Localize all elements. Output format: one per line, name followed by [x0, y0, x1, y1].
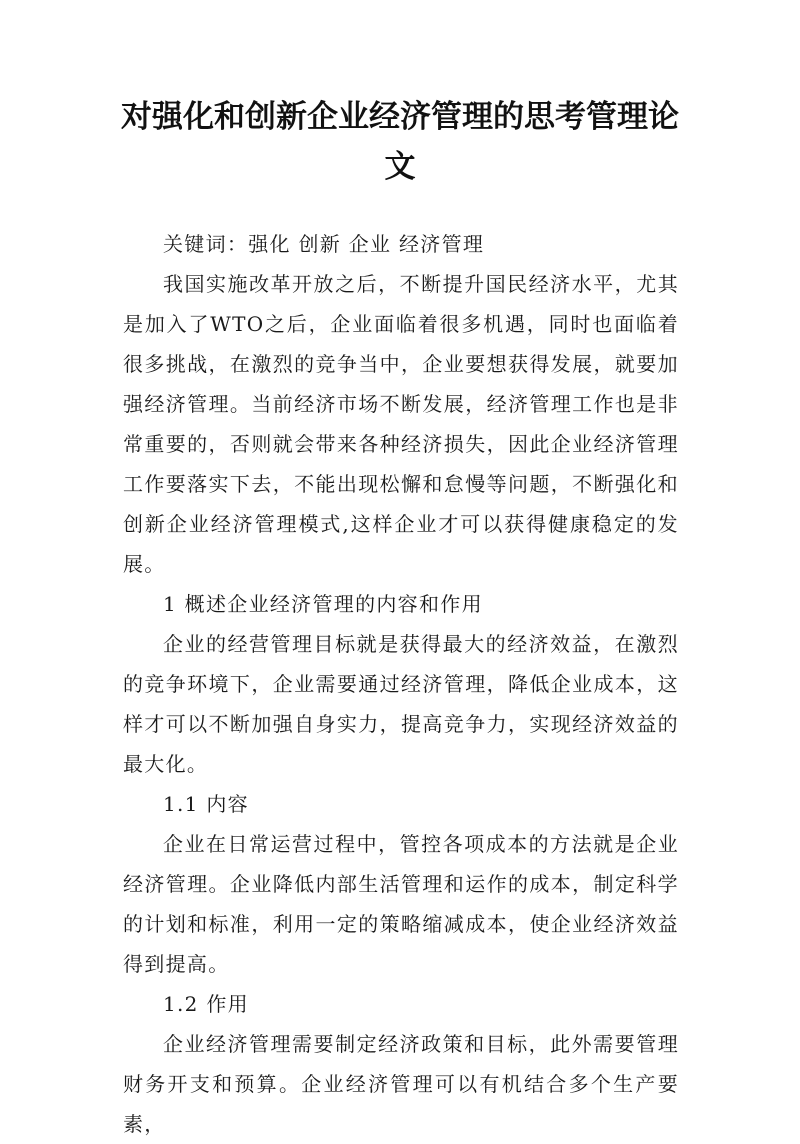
document-body: [123, 224, 679, 1144]
intro-paragraph: 我国实施改革开放之后，不断提升国民经济水平，尤其是加入了WTO之后，企业面临着很多机遇，同时也面临着很多挑战，在激烈的竞争当中，企业要想获得发展，就要加强经济管理。当前经济市场不断发展，经济管理工作也是非常重要的，否则就会带来各种经济损失，因此企业经济管理工作要落实下去，不能出现松懈和怠慢等问题，不断强化和创新企业经济管理模式,这样企业才可以获得健康稳定的发展。: [123, 272, 679, 576]
subsection-1-2-paragraph: 企业经济管理需要制定经济政策和目标，此外需要管理财务开支和预算。企业经济管理可以有机结合多个生产要素，: [123, 1032, 679, 1136]
subsection-1-1-paragraph: 企业在日常运营过程中，管控各项成本的方法就是企业经济管理。企业降低内部生活管理和运作的成本，制定科学的计划和标准，利用一定的策略缩减成本，使企业经济效益得到提高。: [123, 832, 679, 976]
keywords-line: 关键词：强化 创新 企业 经济管理: [163, 232, 485, 256]
subsection-heading-1-1: 1.1 内容: [163, 792, 249, 816]
subsection-heading-1-2: 1.2 作用: [163, 992, 249, 1016]
document-title: 对强化和创新企业经济管理的思考管理论文: [121, 99, 679, 185]
section-1-paragraph: 企业的经营管理目标就是获得最大的经济效益，在激烈的竞争环境下，企业需要通过经济管理，降低企业成本，这样才可以不断加强自身实力，提高竞争力，实现经济效益的最大化。: [123, 632, 679, 776]
section-heading-1: 1 概述企业经济管理的内容和作用: [163, 592, 483, 616]
